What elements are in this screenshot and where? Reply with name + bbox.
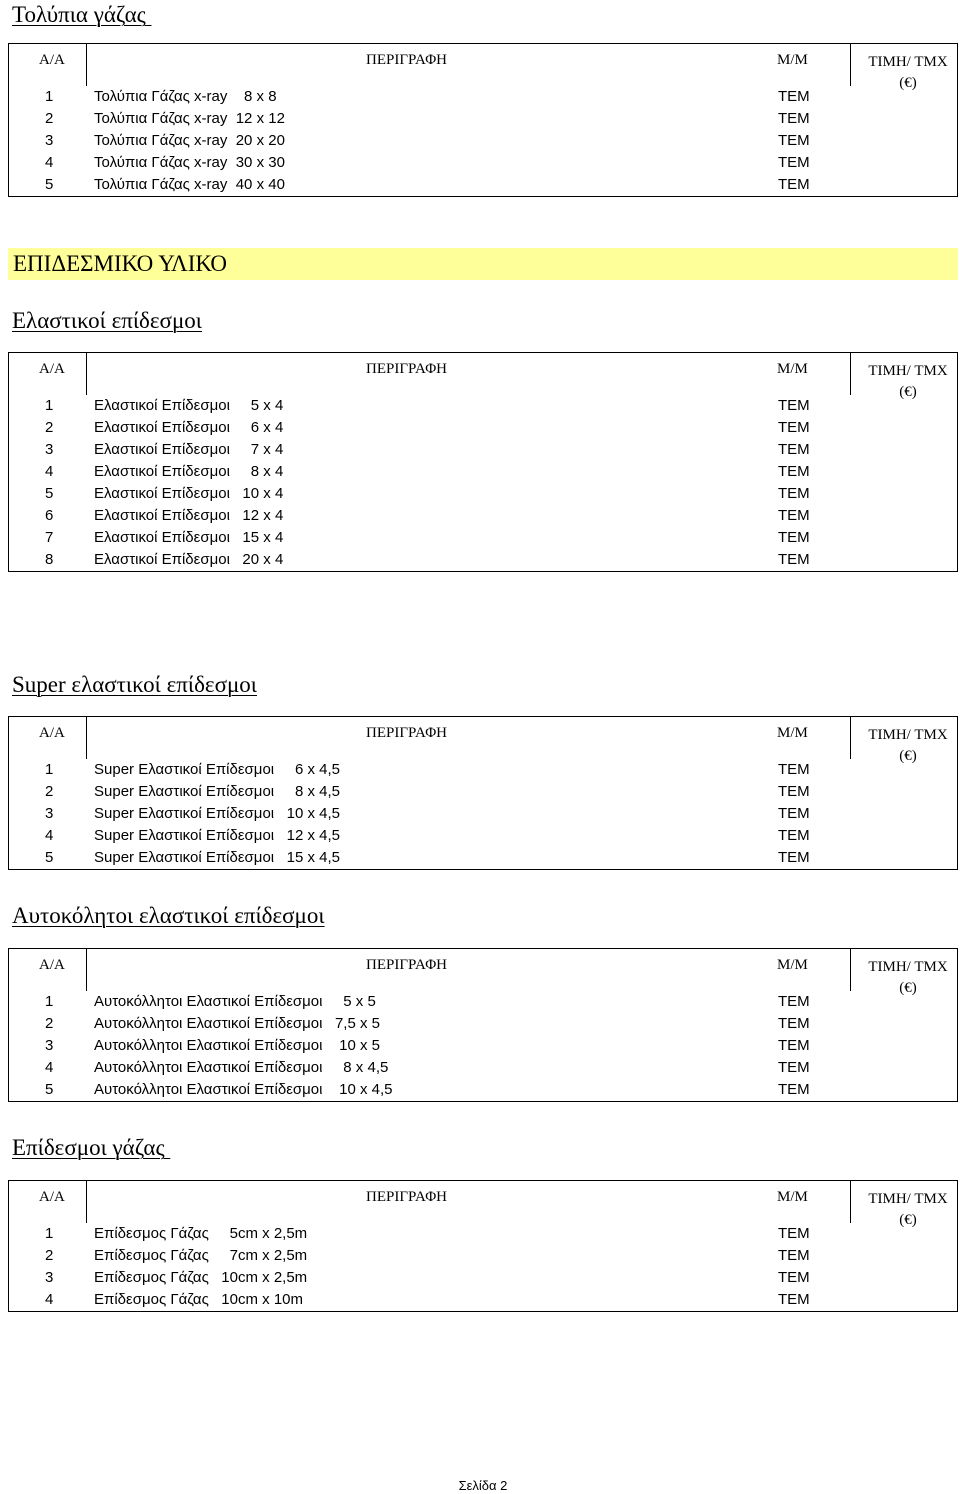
column-divider	[86, 949, 87, 991]
table-row	[9, 1013, 957, 1035]
header-price-label: ΤΙΜΗ/ ΤΜΧ	[868, 727, 948, 743]
row-number: 3	[45, 1269, 54, 1286]
row-description: Αυτοκόλλητοι Ελαστικοί Επίδεσμοι 10 x 5	[94, 1037, 380, 1054]
header-description: ΠΕΡΙΓΡΑΦΗ	[366, 1189, 447, 1205]
row-description: Αυτοκόλλητοι Ελαστικοί Επίδεσμοι 10 x 4,5	[94, 1081, 393, 1098]
row-description: Επίδεσμος Γάζας 10cm x 2,5m	[94, 1269, 308, 1286]
row-unit: ΤΕΜ	[778, 132, 810, 149]
row-number: 2	[45, 1015, 54, 1032]
table-row	[9, 1245, 957, 1267]
row-number: 5	[45, 176, 54, 193]
column-divider	[850, 1181, 851, 1223]
table-header	[8, 1180, 958, 1228]
row-unit: ΤΕΜ	[778, 1291, 810, 1308]
category-band	[8, 248, 958, 280]
header-price-currency: (€)	[899, 748, 917, 764]
row-description: Super Ελαστικοί Επίδεσμοι 12 x 4,5	[94, 827, 340, 844]
table-row	[9, 483, 957, 505]
header-unit: Μ/Μ	[777, 361, 808, 377]
table-gauze-bandages	[8, 1180, 958, 1312]
header-price-label: ΤΙΜΗ/ ΤΜΧ	[868, 959, 948, 975]
row-description: Ελαστικοί Επίδεσμοι 10 x 4	[94, 485, 284, 502]
row-number: 4	[45, 154, 54, 171]
row-unit: ΤΕΜ	[778, 1247, 810, 1264]
row-number: 1	[45, 993, 54, 1010]
row-description: Επίδεσμος Γάζας 5cm x 2,5m	[94, 1225, 308, 1242]
header-aa: Α/Α	[39, 52, 65, 68]
row-unit: ΤΕΜ	[778, 1225, 810, 1242]
table-row	[9, 803, 957, 825]
header-description: ΠΕΡΙΓΡΑΦΗ	[366, 957, 447, 973]
row-description: Ελαστικοί Επίδεσμοι 7 x 4	[94, 441, 284, 458]
header-aa: Α/Α	[39, 361, 65, 377]
column-divider	[86, 1181, 87, 1223]
header-price-label: ΤΙΜΗ/ ΤΜΧ	[868, 54, 948, 70]
table-header	[8, 716, 958, 764]
row-unit: ΤΕΜ	[778, 1081, 810, 1098]
header-price-label: ΤΙΜΗ/ ΤΜΧ	[868, 1191, 948, 1207]
row-unit: ΤΕΜ	[778, 485, 810, 502]
row-description: Ελαστικοί Επίδεσμοι 12 x 4	[94, 507, 284, 524]
section-title-gauze-bandages: Επίδεσμοι γάζας	[12, 1135, 171, 1160]
table-row	[9, 417, 957, 439]
row-number: 5	[45, 849, 54, 866]
row-number: 6	[45, 507, 54, 524]
row-number: 2	[45, 110, 54, 127]
header-aa: Α/Α	[39, 725, 65, 741]
table-row	[9, 759, 957, 781]
column-divider	[850, 44, 851, 86]
row-unit: ΤΕΜ	[778, 397, 810, 414]
table-row	[9, 1035, 957, 1057]
table-row	[9, 130, 957, 152]
row-number: 2	[45, 1247, 54, 1264]
column-divider	[86, 353, 87, 395]
row-description: Τολύπια Γάζας x-ray 8 x 8	[94, 88, 277, 105]
table-super-elastic-bandages	[8, 716, 958, 870]
row-unit: ΤΕΜ	[778, 176, 810, 193]
table-body	[8, 395, 958, 572]
header-price-currency: (€)	[899, 75, 917, 91]
column-divider	[850, 353, 851, 395]
row-number: 1	[45, 88, 54, 105]
row-number: 5	[45, 1081, 54, 1098]
header-unit: Μ/Μ	[777, 725, 808, 741]
row-description: Αυτοκόλλητοι Ελαστικοί Επίδεσμοι 7,5 x 5	[94, 1015, 380, 1032]
row-unit: ΤΕΜ	[778, 441, 810, 458]
row-number: 4	[45, 1291, 54, 1308]
header-price-label: ΤΙΜΗ/ ΤΜΧ	[868, 363, 948, 379]
header-description: ΠΕΡΙΓΡΑΦΗ	[366, 52, 447, 68]
table-row	[9, 825, 957, 847]
table-header	[8, 352, 958, 400]
row-number: 7	[45, 529, 54, 546]
row-description: Τολύπια Γάζας x-ray 40 x 40	[94, 176, 285, 193]
section-title-gauze-pads: Τολύπια γάζας	[12, 2, 152, 27]
row-number: 4	[45, 463, 54, 480]
row-description: Super Ελαστικοί Επίδεσμοι 10 x 4,5	[94, 805, 340, 822]
table-row	[9, 1223, 957, 1245]
table-row	[9, 1057, 957, 1079]
table-body	[8, 759, 958, 870]
table-row	[9, 781, 957, 803]
row-description: Ελαστικοί Επίδεσμοι 8 x 4	[94, 463, 284, 480]
row-description: Επίδεσμος Γάζας 7cm x 2,5m	[94, 1247, 308, 1264]
table-row	[9, 991, 957, 1013]
row-unit: ΤΕΜ	[778, 507, 810, 524]
table-row	[9, 439, 957, 461]
row-unit: ΤΕΜ	[778, 805, 810, 822]
row-unit: ΤΕΜ	[778, 463, 810, 480]
header-price-currency: (€)	[899, 1212, 917, 1228]
column-divider	[850, 949, 851, 991]
section-title-adhesive: Αυτοκόλητοι ελαστικοί επίδεσμοι	[12, 903, 325, 928]
table-row	[9, 395, 957, 417]
table-row	[9, 152, 957, 174]
table-body	[8, 991, 958, 1102]
table-row	[9, 108, 957, 130]
row-description: Αυτοκόλλητοι Ελαστικοί Επίδεσμοι 8 x 4,5	[94, 1059, 389, 1076]
row-description: Επίδεσμος Γάζας 10cm x 10m	[94, 1291, 304, 1308]
row-description: Super Ελαστικοί Επίδεσμοι 15 x 4,5	[94, 849, 340, 866]
category-title: ΕΠΙΔΕΣΜΙΚΟ ΥΛΙΚΟ	[13, 251, 227, 276]
row-number: 3	[45, 441, 54, 458]
row-unit: ΤΕΜ	[778, 1015, 810, 1032]
row-unit: ΤΕΜ	[778, 1059, 810, 1076]
row-description: Ελαστικοί Επίδεσμοι 6 x 4	[94, 419, 284, 436]
row-number: 5	[45, 485, 54, 502]
table-elastic-bandages	[8, 352, 958, 572]
table-row	[9, 549, 957, 571]
table-row	[9, 1289, 957, 1311]
row-number: 4	[45, 1059, 54, 1076]
table-row	[9, 461, 957, 483]
header-unit: Μ/Μ	[777, 52, 808, 68]
table-header	[8, 948, 958, 996]
row-number: 1	[45, 397, 54, 414]
row-description: Αυτοκόλλητοι Ελαστικοί Επίδεσμοι 5 x 5	[94, 993, 376, 1010]
column-divider	[86, 44, 87, 86]
row-description: Ελαστικοί Επίδεσμοι 20 x 4	[94, 551, 284, 568]
row-unit: ΤΕΜ	[778, 419, 810, 436]
page-number: Σελίδα 2	[458, 1478, 508, 1493]
row-number: 2	[45, 783, 54, 800]
header-description: ΠΕΡΙΓΡΑΦΗ	[366, 361, 447, 377]
table-row	[9, 505, 957, 527]
header-description: ΠΕΡΙΓΡΑΦΗ	[366, 725, 447, 741]
header-aa: Α/Α	[39, 957, 65, 973]
header-unit: Μ/Μ	[777, 957, 808, 973]
row-number: 1	[45, 761, 54, 778]
row-unit: ΤΕΜ	[778, 154, 810, 171]
table-body	[8, 86, 958, 197]
row-description: Ελαστικοί Επίδεσμοι 15 x 4	[94, 529, 284, 546]
table-body	[8, 1223, 958, 1312]
row-unit: ΤΕΜ	[778, 827, 810, 844]
row-unit: ΤΕΜ	[778, 88, 810, 105]
row-unit: ΤΕΜ	[778, 849, 810, 866]
row-description: Τολύπια Γάζας x-ray 12 x 12	[94, 110, 285, 127]
row-number: 3	[45, 805, 54, 822]
row-unit: ΤΕΜ	[778, 993, 810, 1010]
row-unit: ΤΕΜ	[778, 529, 810, 546]
column-divider	[86, 717, 87, 759]
header-aa: Α/Α	[39, 1189, 65, 1205]
table-header	[8, 43, 958, 91]
row-unit: ΤΕΜ	[778, 551, 810, 568]
header-unit: Μ/Μ	[777, 1189, 808, 1205]
table-adhesive-bandages	[8, 948, 958, 1102]
row-description: Ελαστικοί Επίδεσμοι 5 x 4	[94, 397, 284, 414]
row-description: Τολύπια Γάζας x-ray 20 x 20	[94, 132, 285, 149]
row-number: 8	[45, 551, 54, 568]
row-unit: ΤΕΜ	[778, 1037, 810, 1054]
row-unit: ΤΕΜ	[778, 783, 810, 800]
row-number: 3	[45, 132, 54, 149]
row-number: 1	[45, 1225, 54, 1242]
row-description: Τολύπια Γάζας x-ray 30 x 30	[94, 154, 285, 171]
table-row	[9, 527, 957, 549]
section-title-super-elastic: Super ελαστικοί επίδεσμοι	[12, 672, 257, 697]
row-number: 4	[45, 827, 54, 844]
table-row	[9, 174, 957, 196]
table-row	[9, 1079, 957, 1101]
table-row	[9, 86, 957, 108]
table-row	[9, 1267, 957, 1289]
header-price-currency: (€)	[899, 384, 917, 400]
row-number: 3	[45, 1037, 54, 1054]
row-description: Super Ελαστικοί Επίδεσμοι 6 x 4,5	[94, 761, 340, 778]
row-unit: ΤΕΜ	[778, 110, 810, 127]
row-description: Super Ελαστικοί Επίδεσμοι 8 x 4,5	[94, 783, 340, 800]
column-divider	[850, 717, 851, 759]
header-price-currency: (€)	[899, 980, 917, 996]
table-gauze-pads	[8, 43, 958, 197]
table-row	[9, 847, 957, 869]
row-unit: ΤΕΜ	[778, 761, 810, 778]
row-number: 2	[45, 419, 54, 436]
row-unit: ΤΕΜ	[778, 1269, 810, 1286]
section-title-elastic: Ελαστικοί επίδεσμοι	[12, 308, 202, 333]
